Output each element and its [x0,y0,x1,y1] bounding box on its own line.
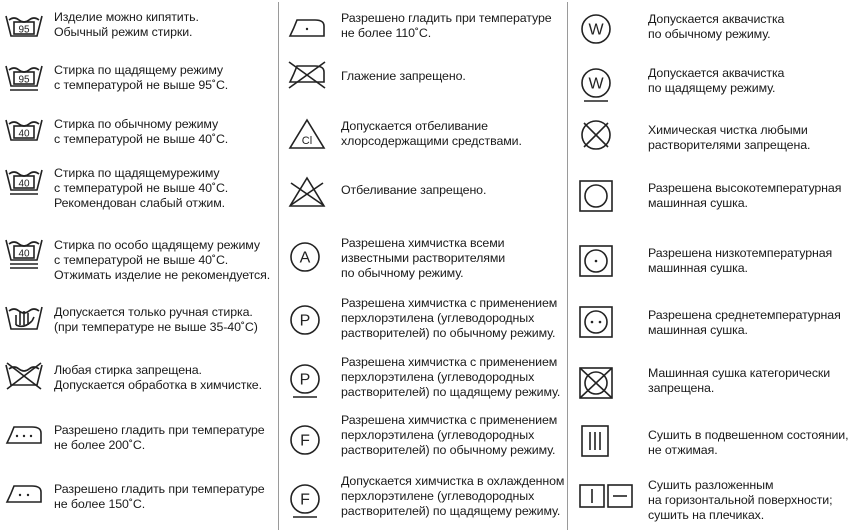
description-line: перхлорэтилена (углеводородных [341,428,535,442]
svg-text:F: F [300,432,310,450]
dryclean-a-icon [287,240,323,280]
description-line: не более 150˚С. [54,497,146,511]
symbol-description [54,238,270,283]
dryclean-f-gentle-icon [287,482,323,522]
wetclean-w-gentle-icon [578,66,614,106]
description-line: запрещена. [648,381,715,395]
tumble-dry-medium-icon [578,305,614,339]
iron-200-icon [4,421,44,451]
description-line: Сушить в подвешенном состоянии, [648,428,849,442]
symbol-description [54,305,258,335]
symbol-description [341,119,522,149]
description-line: не более 110˚С. [341,26,432,40]
chlorine-bleach-icon [287,117,327,151]
svg-text:40: 40 [18,178,30,190]
symbol-description [648,478,832,523]
symbol-description [341,183,486,198]
description-line: растворителей) по щадящему режиму. [341,385,561,399]
description-line: Разрешена низкотемпературная [648,246,833,260]
description-line: по щадящему режиму. [648,81,776,95]
symbol-description [54,117,228,147]
description-line: Изделие можно кипятить. [54,10,199,24]
description-line: Допускается аквачистка [648,66,785,80]
description-line: с температурой не выше 40˚С. [54,181,229,195]
symbol-description [648,246,832,276]
tumble-dry-high-icon [578,179,614,213]
description-line: растворителей) по щадящему режиму. [341,504,561,518]
dry-flat-icon [578,483,634,509]
symbol-description [341,11,552,41]
description-line: Сушить разложенным [648,478,774,492]
description-line: известными растворителями [341,251,506,265]
column-divider-1 [278,2,279,530]
tumble-dry-low-icon [578,244,614,278]
description-line: растворителями запрещена. [648,138,811,152]
wash-95-gentle-icon [4,62,44,96]
wash-40-very-gentle-icon [4,236,44,270]
symbol-description [54,10,199,40]
description-line: перхлорэтилене (углеводородных [341,489,535,503]
column-divider-2 [567,2,568,530]
description-line: хлорсодержащими средствами. [341,134,522,148]
symbol-description [54,166,228,211]
description-line: Разрешено гладить при температуре [341,11,552,25]
svg-text:W: W [588,75,604,93]
description-line: на горизонтальной поверхности; [648,493,833,507]
description-line: (при температуре не выше 35-40˚С) [54,320,258,334]
description-line: Рекомендован слабый отжим. [54,196,226,210]
description-line: по обычному режиму. [341,266,464,280]
description-line: машинная сушка. [648,323,748,337]
description-line: Допускается химчистка в охлажденном [341,474,565,488]
description-line: Разрешено гладить при температуре [54,423,265,437]
svg-text:P: P [299,371,311,389]
description-line: с температурой не выше 40˚С. [54,132,229,146]
description-line: Разрешена высокотемпературная [648,181,842,195]
svg-text:Cl: Cl [301,135,313,147]
svg-text:95: 95 [18,74,30,86]
description-line: Химическая чистка любыми [648,123,808,137]
svg-text:40: 40 [18,128,30,140]
description-line: по обычному режиму. [648,27,771,41]
description-line: Машинная сушка категорически [648,366,831,380]
description-line: Стирка по щадящему режиму [54,63,223,77]
dryclean-f-icon [287,423,323,463]
symbol-description [648,366,830,396]
svg-text:40: 40 [18,248,30,260]
svg-text:F: F [300,491,310,509]
description-line: Допускается только ручная стирка. [54,305,253,319]
description-line: Обычный режим стирки. [54,25,193,39]
description-line: Отбеливание запрещено. [341,183,487,197]
description-line: Разрешена среднетемпературная [648,308,841,322]
symbol-description [54,482,265,512]
symbol-description [648,181,841,211]
svg-text:A: A [299,249,311,267]
description-line: Глажение запрещено. [341,69,466,83]
description-line: машинная сушка. [648,261,748,275]
symbol-description [54,363,262,393]
dryclean-p-gentle-icon [287,362,323,402]
wetclean-w-icon [578,12,614,52]
description-line: Допускается отбеливание [341,119,488,133]
description-line: Отжимать изделие не рекомендуется. [54,268,271,282]
description-line: с температурой не выше 95˚С. [54,78,229,92]
description-line: Разрешена химчистка всеми [341,236,505,250]
no-tumble-dry-icon [578,366,614,400]
symbol-description [341,413,557,458]
description-line: машинная сушка. [648,196,748,210]
symbol-description [341,474,564,519]
symbol-description [54,63,228,93]
no-bleach-icon [287,175,327,209]
no-wash-icon [4,361,44,395]
symbol-description [648,123,810,153]
no-dryclean-icon [578,118,614,158]
description-line: не более 200˚С. [54,438,146,452]
no-iron-icon [287,60,327,90]
description-line: Допускается обработка в химчистке. [54,378,262,392]
wash-95-icon [4,12,44,46]
description-line: Разрешена химчистка с применением [341,355,558,369]
description-line: Разрешена химчистка с применением [341,296,558,310]
symbol-description [648,308,841,338]
svg-text:P: P [299,312,311,330]
description-line: сушить на плечиках. [648,508,765,522]
dryclean-p-icon [287,303,323,343]
description-line: перхлорэтилена (углеводородных [341,370,535,384]
description-line: растворителей) по обычному режиму. [341,326,556,340]
description-line: Стирка по щадящемурежиму [54,166,220,180]
description-line: не отжимая. [648,443,718,457]
symbol-description [341,236,505,281]
symbol-description [341,69,466,84]
description-line: Стирка по особо щадящему режиму [54,238,260,252]
iron-150-icon [4,480,44,510]
symbol-description [341,355,560,400]
description-line: Любая стирка запрещена. [54,363,202,377]
svg-text:95: 95 [18,24,30,36]
symbol-description [341,296,557,341]
description-line: Разрешена химчистка с применением [341,413,558,427]
iron-110-icon [287,14,327,44]
description-line: Допускается аквачистка [648,12,785,26]
symbol-description [648,428,848,458]
description-line: Стирка по обычному режиму [54,117,219,131]
description-line: растворителей) по обычному режиму. [341,443,556,457]
description-line: перхлорэтилена (углеводородных [341,311,535,325]
description-line: с температурой не выше 40˚С. [54,253,229,267]
svg-text:W: W [588,21,604,39]
symbol-description [648,66,784,96]
wash-40-icon [4,116,44,150]
drip-dry-icon [578,424,614,458]
hand-wash-icon [4,303,44,337]
wash-40-gentle-icon [4,166,44,200]
description-line: Разрешено гладить при температуре [54,482,265,496]
symbol-description [648,12,784,42]
symbol-description [54,423,265,453]
